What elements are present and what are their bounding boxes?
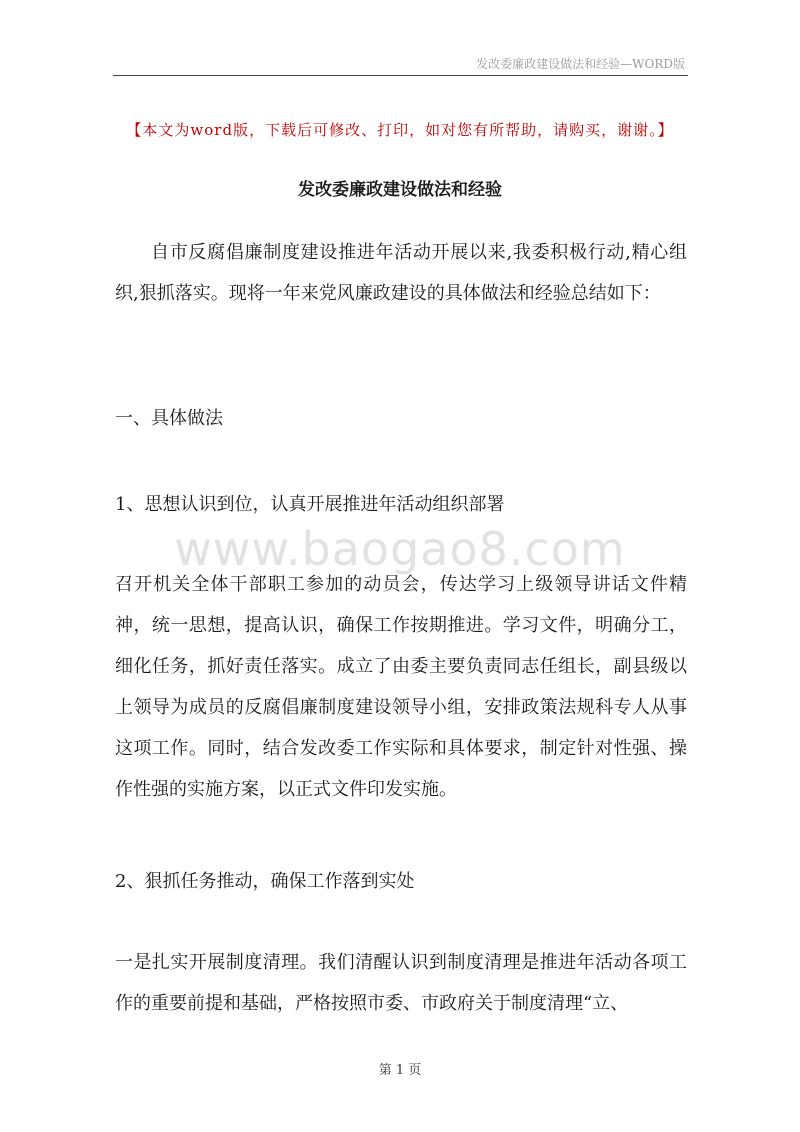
running-header: 发改委廉政建设做法和经验—WORD版 — [476, 57, 685, 71]
document-title: 发改委廉政建设做法和经验 — [298, 180, 502, 200]
intro-paragraph: 自市反腐倡廉制度建设推进年活动开展以来,我委积极行动,精心组织,狠抓落实。现将一年来党风廉政建设的具体做法和经验总结如下： — [115, 242, 687, 304]
section-heading-1: 一、具体做法 — [115, 408, 223, 429]
header-divider — [113, 75, 688, 76]
item-heading-1: 1、思想认识到位，认真开展推进年活动组织部署 — [115, 494, 505, 515]
page-number: 第 1 页 — [378, 1063, 422, 1078]
purchase-notice: 【本文为word版，下载后可修改、打印，如对您有所帮助，请购买，谢谢。】 — [126, 121, 674, 139]
watermark-text: www.baogao8.com — [174, 522, 626, 576]
item-1-paragraph: 召开机关全体干部职工参加的动员会，传达学习上级领导讲话文件精神，统一思想，提高认识，确保工作按期推进。学习文件，明确分工，细化任务，抓好责任落实。成立了由委主要负责同志任组长，副县级以上领导为成员的反腐倡廉制度建设领导小组，安排政策法规科专人从事这项工作。同时，结合发改委工作实际和具体要求，制定针对性强、操作性强的实施方案，以正式文件印发实施。 — [115, 574, 687, 800]
item-2-paragraph: 一是扎实开展制度清理。我们清醒认识到制度清理是推进年活动各项工作的重要前提和基础，严格按照市委、市政府关于制度清理“立、 — [115, 952, 687, 1014]
item-heading-2: 2、狠抓任务推动，确保工作落到实处 — [115, 871, 415, 892]
